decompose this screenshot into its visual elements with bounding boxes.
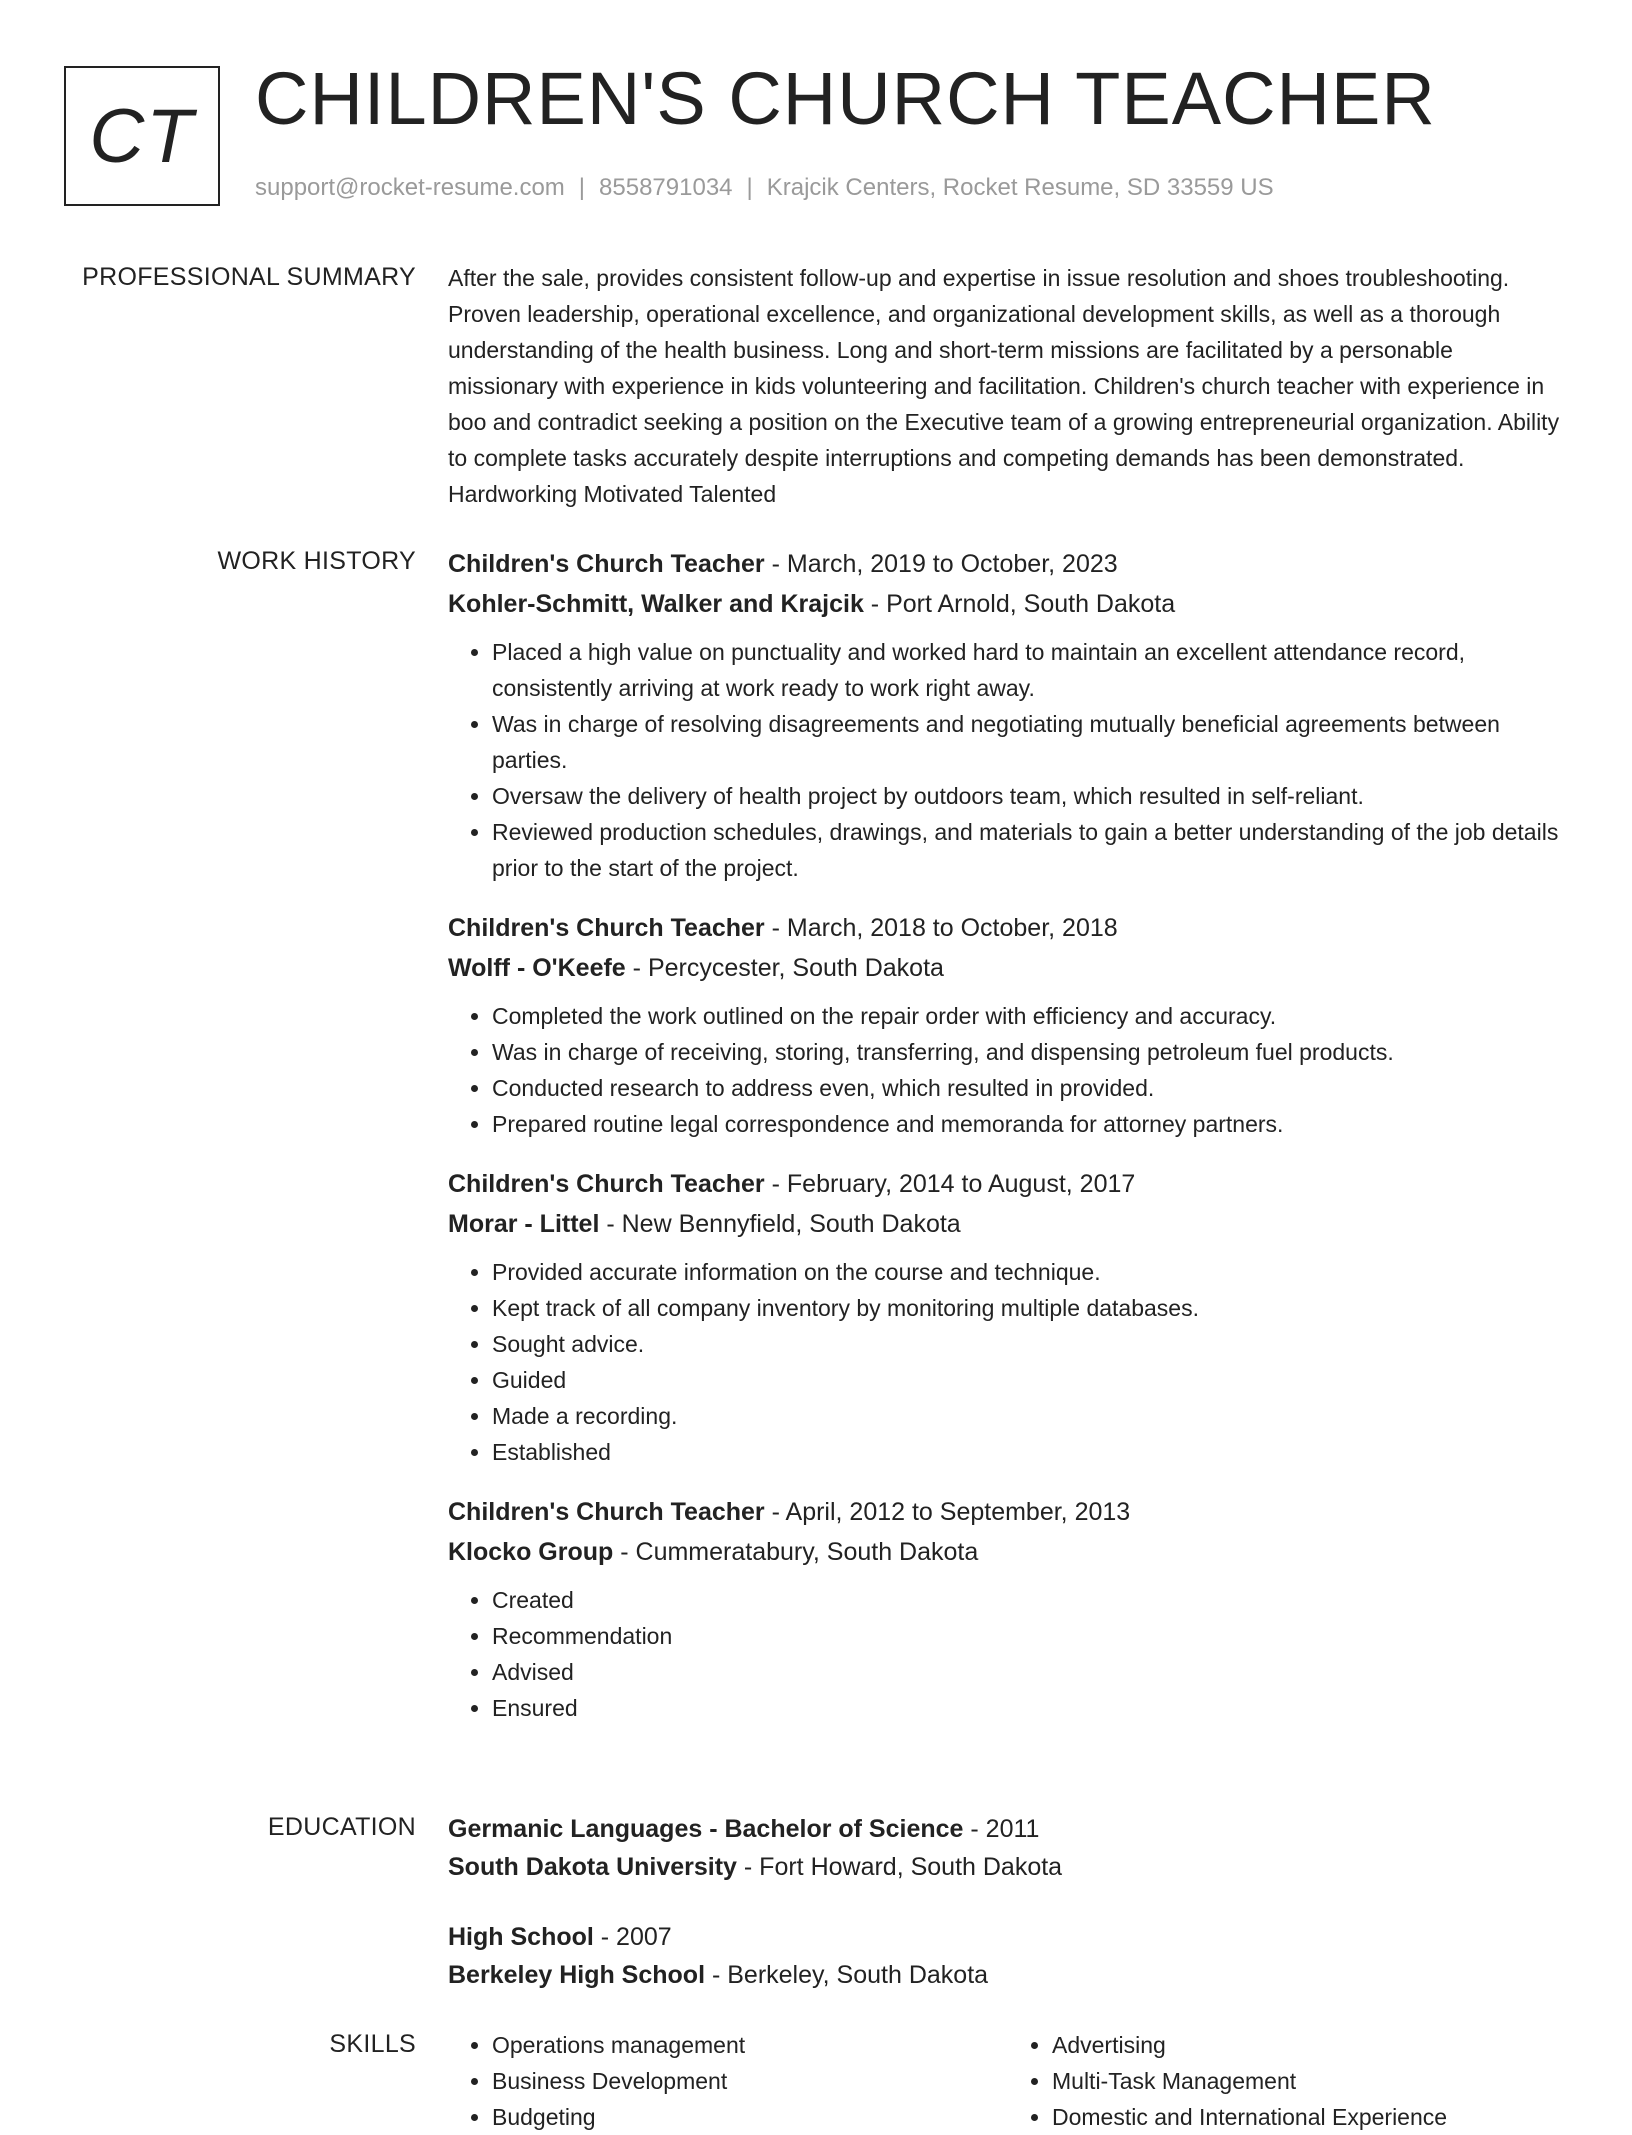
degree-year: 2007: [616, 1923, 672, 1951]
degree-year: 2011: [985, 1815, 1040, 1843]
job-entry: [448, 1492, 1568, 1726]
skill-item: • Operations management: [492, 2027, 1008, 2063]
job-bullet: • Made a recording.: [492, 1398, 1568, 1434]
skill-item: • Budgeting: [492, 2099, 1008, 2135]
skill-item: • Domestic and International Experience: [1052, 2099, 1568, 2135]
contact-separator: |: [746, 174, 753, 201]
job-bullets: [448, 1254, 1568, 1470]
job-entry: [448, 544, 1568, 886]
job-location: New Bennyfield, South Dakota: [621, 1210, 961, 1238]
job-bullet: • Placed a high value on punctuality and worked hard to maintain an excellent attendance record, consistently arriving at work ready to work right away.: [492, 634, 1568, 706]
page-title: CHILDREN'S CHURCH TEACHER: [255, 57, 1436, 140]
job-company: Klocko Group: [448, 1538, 614, 1566]
work-history-heading: WORK HISTORY: [217, 547, 416, 575]
job-company-line: Kohler-Schmitt, Walker and Krajcik - Port Arnold, South Dakota: [448, 590, 1176, 618]
job-title: Children's Church Teacher: [448, 550, 765, 578]
job-bullet: • Recommendation: [492, 1618, 1568, 1654]
job-location: Port Arnold, South Dakota: [886, 590, 1176, 618]
job-dates: March, 2019 to October, 2023: [786, 550, 1118, 578]
summary-body: [448, 260, 1568, 512]
job-company-line: Wolff - O'Keefe - Percycester, South Dakota: [448, 954, 944, 982]
job-bullet: • Ensured: [492, 1690, 1568, 1726]
job-title-line: Children's Church Teacher - February, 2014 to August, 2017: [448, 1170, 1136, 1198]
school-location: Berkeley, South Dakota: [727, 1961, 989, 1989]
school-location: Fort Howard, South Dakota: [759, 1853, 1063, 1881]
skill-item: • Multi-Task Management: [1052, 2063, 1568, 2099]
school: South Dakota University: [448, 1853, 737, 1881]
job-bullet: • Kept track of all company inventory by monitoring multiple databases.: [492, 1290, 1568, 1326]
work-history-body: [448, 544, 1568, 1748]
summary-heading: PROFESSIONAL SUMMARY: [82, 263, 416, 291]
contact-separator: |: [578, 174, 586, 201]
job-title-line: Children's Church Teacher - March, 2019 to October, 2023: [448, 550, 1118, 578]
job-bullets: [448, 1582, 1568, 1726]
job-bullet: • Oversaw the delivery of health project by outdoors team, which resulted in self-reliant.: [492, 778, 1568, 814]
job-location: Percycester, South Dakota: [647, 954, 944, 982]
job-bullet: • Sought advice.: [492, 1326, 1568, 1362]
degree: High School: [448, 1923, 594, 1951]
job-entry: [448, 1164, 1568, 1470]
job-bullet: • Advised: [492, 1654, 1568, 1690]
education-body: [448, 1810, 1568, 2026]
job-bullet: • Guided: [492, 1362, 1568, 1398]
skill-item: • Business Development: [492, 2063, 1008, 2099]
job-bullets: [448, 998, 1568, 1142]
education-entry: [448, 1810, 1568, 1886]
job-company-line: Morar - Littel - New Bennyfield, South Dakota: [448, 1210, 961, 1238]
skills-body: [448, 2027, 1568, 2135]
job-dates: February, 2014 to August, 2017: [786, 1170, 1136, 1198]
contact-phone: 8558791034: [599, 174, 733, 201]
job-entry: [448, 908, 1568, 1142]
job-location: Cummeratabury, South Dakota: [635, 1538, 979, 1566]
job-title-line: Children's Church Teacher - April, 2012 to September, 2013: [448, 1498, 1131, 1526]
degree: Germanic Languages - Bachelor of Science: [448, 1815, 964, 1843]
job-title-line: Children's Church Teacher - March, 2018 to October, 2018: [448, 914, 1118, 942]
skills-list-left: [448, 2027, 1008, 2135]
summary-text: After the sale, provides consistent follow-up and expertise in issue resolution and shoes troubleshooting. Proven leadership, operational excellence, and organizational development skills, as well as a thorough understanding of the health business. Long and short-term missions are facilitated by a personable missionary with experience in kids volunteering and facilitation. Children's church teacher with experience in boo and contradict seeking a position on the Executive team of a growing entrepreneurial organization. Ability to complete tasks accurately despite interruptions and competing demands has been demonstrated. Hardworking Motivated Talented: [448, 265, 1560, 507]
contact-email: support@rocket-resume.com: [255, 174, 565, 201]
job-title: Children's Church Teacher: [448, 1170, 765, 1198]
job-bullet: • Reviewed production schedules, drawings, and materials to gain a better understanding of the job details prior to the start of the project.: [492, 814, 1568, 886]
school-line: Berkeley High School - Berkeley, South Dakota: [448, 1961, 989, 1989]
job-dates: April, 2012 to September, 2013: [785, 1498, 1131, 1526]
job-bullet: • Provided accurate information on the course and technique.: [492, 1254, 1568, 1290]
education-heading: EDUCATION: [267, 1813, 416, 1841]
monogram-initials: CT: [89, 93, 195, 179]
skills-list-right: [1008, 2027, 1568, 2135]
degree-line: Germanic Languages - Bachelor of Science - 2011: [448, 1815, 1040, 1843]
job-bullet: • Was in charge of receiving, storing, transferring, and dispensing petroleum fuel products.: [492, 1034, 1568, 1070]
skill-item: • Advertising: [1052, 2027, 1568, 2063]
job-bullet: • Completed the work outlined on the repair order with efficiency and accuracy.: [492, 998, 1568, 1034]
school-line: South Dakota University - Fort Howard, South Dakota: [448, 1853, 1063, 1881]
education-entry: [448, 1918, 1568, 1994]
job-bullet: • Was in charge of resolving disagreements and negotiating mutually beneficial agreements between parties.: [492, 706, 1568, 778]
job-company: Kohler-Schmitt, Walker and Krajcik: [448, 590, 864, 618]
job-bullet: • Conducted research to address even, which resulted in provided.: [492, 1070, 1568, 1106]
skills-heading: SKILLS: [329, 2030, 416, 2058]
job-title: Children's Church Teacher: [448, 1498, 765, 1526]
job-company-line: Klocko Group - Cummeratabury, South Dakota: [448, 1538, 979, 1566]
contact-line: [255, 174, 1274, 202]
job-title: Children's Church Teacher: [448, 914, 765, 942]
job-bullets: [448, 634, 1568, 886]
job-dates: March, 2018 to October, 2018: [786, 914, 1118, 942]
job-bullet: • Prepared routine legal correspondence and memoranda for attorney partners.: [492, 1106, 1568, 1142]
school: Berkeley High School: [448, 1961, 706, 1989]
job-company: Wolff - O'Keefe: [448, 954, 626, 982]
job-company: Morar - Littel: [448, 1210, 600, 1238]
contact-address: Krajcik Centers, Rocket Resume, SD 33559 US: [766, 174, 1274, 201]
monogram-box: [64, 66, 220, 206]
job-bullet: • Created: [492, 1582, 1568, 1618]
skills-columns: [448, 2027, 1568, 2135]
job-bullet: • Established: [492, 1434, 1568, 1470]
degree-line: High School - 2007: [448, 1923, 672, 1951]
